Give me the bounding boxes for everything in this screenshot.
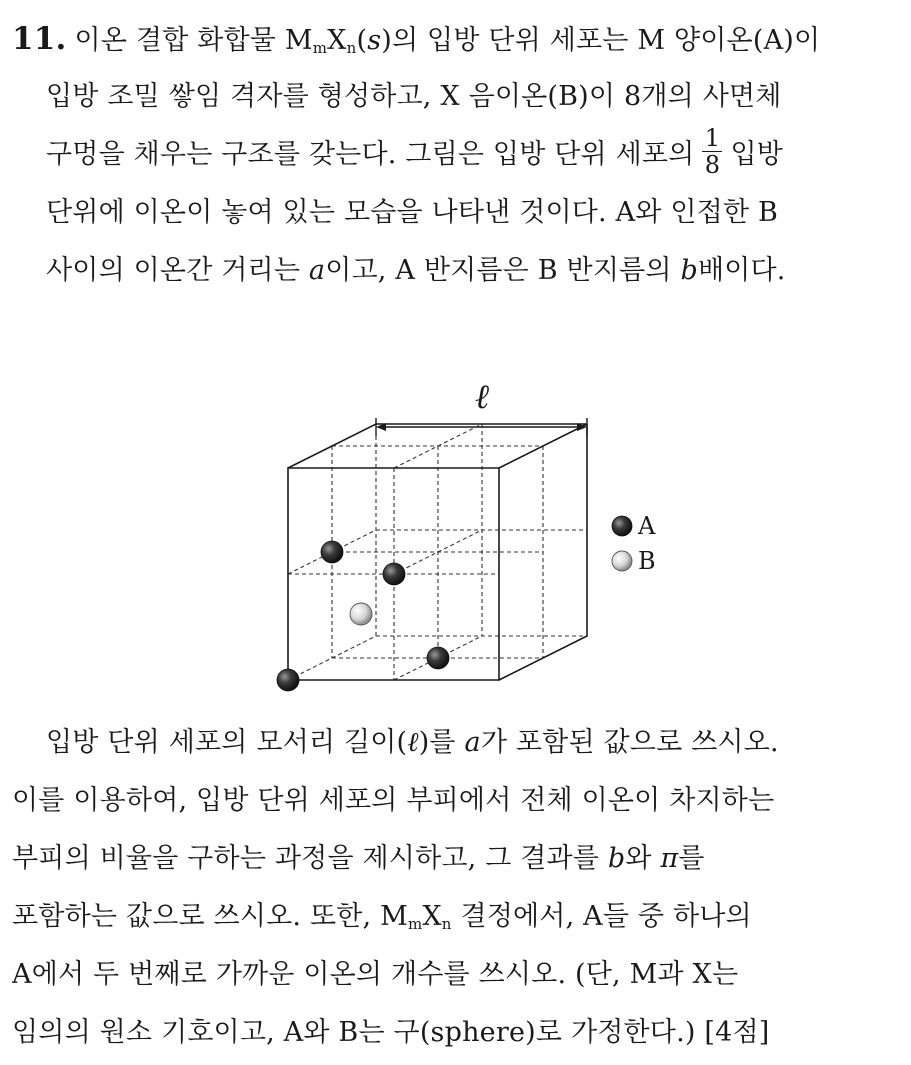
ion-a-face-left	[321, 541, 343, 563]
problem-number: 11.	[12, 21, 67, 57]
fraction-one-eighth: $\frac{1}{8}$	[702, 125, 722, 178]
question-text	[12, 714, 897, 1062]
ion-a-face-bottom	[427, 647, 449, 669]
question-line-4: 포함하는 값으로 쓰시오. 또한, $M_mX_n$ 결정에서, A들 중 하나의	[12, 901, 752, 933]
problem-line-4: 단위에 이온이 놓여 있는 모습을 나타낸 것이다. A와 인접한 B	[46, 197, 779, 228]
problem-line-1: 11. 이온 결합 화합물 $M_mX_n(s)$의 입방 단위 세포는 M 양이온(A)이	[12, 21, 821, 57]
edge-length-label: ℓ	[474, 380, 490, 417]
legend-a-label: A	[638, 512, 656, 540]
ion-a-corner	[277, 669, 299, 691]
problem-line-2: 입방 조밀 쌓임 격자를 형성하고, X 음이온(B)이 8개의 사면체	[46, 81, 782, 112]
cube-diagram	[0, 380, 911, 700]
question-line-5: A에서 두 번째로 가까운 이온의 개수를 쓰시오. (단, M과 X는	[12, 959, 739, 990]
question-line-3: 부피의 비율을 구하는 과정을 제시하고, 그 결과를 b와 π를	[12, 843, 705, 874]
legend-a-marker	[612, 516, 632, 536]
ion-b-tetrahedral	[350, 603, 372, 625]
question-line-6: 임의의 원소 기호이고, A와 B는 구(sphere)로 가정한다.) [4점]	[12, 1017, 770, 1048]
legend-b-marker	[612, 551, 632, 571]
ion-a-face-front	[383, 563, 405, 585]
legend-b-label: B	[638, 547, 656, 575]
unit-cell-figure	[0, 380, 911, 700]
problem-line-3: 구멍을 채우는 구조를 갖는다. 그림은 입방 단위 세포의 $\frac{1}{8}$ 입방	[46, 124, 784, 179]
problem-statement	[12, 10, 897, 300]
question-line-2: 이를 이용하여, 입방 단위 세포의 부피에서 전체 이온이 차지하는	[12, 785, 775, 816]
problem-line-5: 사이의 이온간 거리는 a이고, A 반지름은 B 반지름의 b배이다.	[46, 255, 786, 286]
question-line-1: 입방 단위 세포의 모서리 길이(ℓ)를 a가 포함된 값으로 쓰시오.	[46, 727, 779, 758]
